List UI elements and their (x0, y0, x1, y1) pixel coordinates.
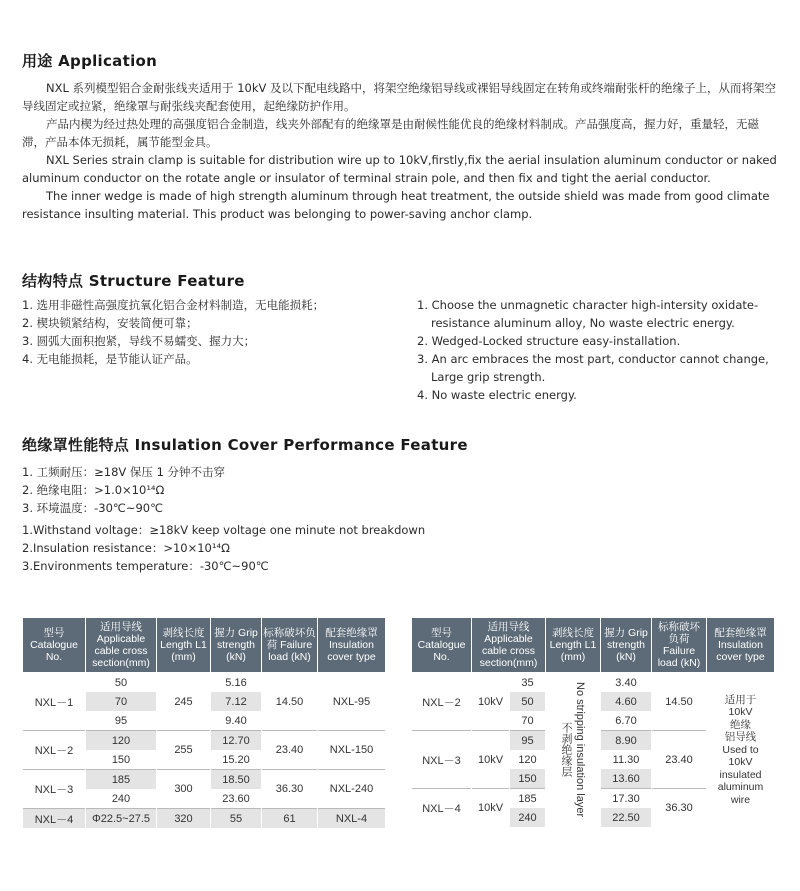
application-paragraph-en-2: The inner wedge is made of high strength aluminum through heat treatment, the outside shield was made from good climate resistance insulting material. This product was belonging to power-saving anchor clamp. (22, 189, 770, 221)
table-row (23, 809, 386, 829)
cover-cell: NXL-150 (318, 731, 386, 770)
grip-cell: 7.12 (211, 692, 262, 711)
load-cell: 36.30 (652, 789, 707, 828)
cover-note-line: aluminum (717, 781, 764, 794)
structure-item-cn: 3. 圆弧大面积抱紧，导线不易蠕变、握力大； (22, 334, 256, 348)
structure-list-cn (22, 296, 412, 368)
cable-cell: 120 (510, 750, 546, 769)
grip-cell: 3.40 (601, 673, 652, 693)
application-section (22, 50, 780, 223)
table-row (23, 673, 386, 693)
grip-cell: 15.20 (211, 750, 262, 770)
grip-cell: 11.30 (601, 750, 652, 769)
structure-section (22, 270, 780, 410)
header-length: 剥线长度 Length L1 (mm) (546, 618, 601, 673)
cover-note-line: 适用于 (724, 693, 757, 706)
load-cell: 36.30 (262, 770, 318, 809)
header-load: 标称破坏负荷 Failure load (kN) (652, 618, 707, 673)
header-length: 剥线长度 Length L1 (mm) (157, 618, 211, 673)
insulation-heading: 绝缘罩性能特点 Insulation Cover Performance Feature (22, 436, 468, 454)
insulation-section (22, 434, 780, 575)
model-cell: NXL－4 (23, 809, 86, 829)
grip-cell: 8.90 (601, 731, 652, 751)
cable-cell: 150 (86, 750, 157, 770)
grip-cell: 5.16 (211, 673, 262, 693)
application-heading: 用途 Application (22, 52, 158, 70)
structure-item-en: 3. An arc embraces the most part, conductor cannot change, Large grip strength. (417, 352, 769, 384)
header-cover: 配套绝缘罩 Insulation cover type (707, 618, 775, 673)
insulation-item: 3. 环境温度：-30℃~90℃ (22, 501, 164, 515)
cover-note-line: 10kV (728, 706, 753, 719)
grip-cell: 12.70 (211, 731, 262, 751)
grip-cell: 13.60 (601, 769, 652, 789)
header-grip: 握力 Grip strength (kN) (601, 618, 652, 673)
header-cable: 适用导线 Applicable cable cross section(mm) (472, 618, 546, 673)
table-row (412, 673, 775, 693)
voltage-cell: 10kV (472, 673, 510, 731)
length-cell: 255 (157, 731, 211, 770)
header-load: 标称破坏负荷 Failure load (kN) (262, 618, 318, 673)
cable-cell: 50 (510, 692, 546, 711)
length-note-cell (546, 673, 601, 828)
insulation-item: 2.Insulation resistance：>10×10¹⁴Ω (22, 541, 230, 555)
cable-cell: 150 (510, 769, 546, 789)
model-cell: NXL－3 (23, 770, 86, 809)
load-cell: 14.50 (262, 673, 318, 731)
structure-heading: 结构特点 Structure Feature (22, 272, 245, 290)
grip-cell: 18.50 (211, 770, 262, 790)
application-paragraph-cn-2: 产品内楔为经过热处理的高强度铝合金制造，线夹外部配有的绝缘罩是由耐候性能优良的绝缘材料制成。产品强度高，握力好，重量轻，无磁滞，产品本体无损耗，属节能型金具。 (22, 117, 759, 149)
structure-item-en: 4. No waste electric energy. (417, 388, 577, 402)
length-cell: 300 (157, 770, 211, 809)
load-cell: 23.40 (262, 731, 318, 770)
voltage-cell: 10kV (472, 789, 510, 828)
grip-cell: 23.60 (211, 789, 262, 809)
grip-cell: 9.40 (211, 711, 262, 731)
grip-cell: 22.50 (601, 808, 652, 827)
spec-table-2 (411, 617, 775, 827)
grip-cell: 6.70 (601, 711, 652, 731)
model-cell: NXL－2 (23, 731, 86, 770)
insulation-item: 1.Withstand voltage：≥18kV keep voltage one minute not breakdown (22, 523, 426, 537)
model-cell: NXL－1 (23, 673, 86, 731)
cover-note-line: wire (730, 793, 751, 806)
load-cell: 14.50 (652, 673, 707, 731)
cable-cell: 70 (510, 711, 546, 731)
model-cell: NXL－2 (412, 673, 472, 731)
spec-table-1 (22, 617, 386, 828)
application-paragraph-en-1: NXL Series strain clamp is suitable for distribution wire up to 10kV,firstly,fix the aerial insulation aluminum conductor or naked aluminum conductor on the rotate angle or insulator of terminal strain pole, and then fix and tight the aerial conductor. (22, 153, 777, 185)
length-cell: 320 (157, 809, 211, 829)
cable-cell: 50 (86, 673, 157, 693)
cable-cell: 120 (86, 731, 157, 751)
insulation-item: 2. 绝缘电阻：>1.0×10¹⁴Ω (22, 483, 165, 497)
header-grip: 握力 Grip strength (kN) (211, 618, 262, 673)
cable-cell: Φ22.5~27.5 (86, 809, 157, 829)
cover-note-line: insulated (719, 768, 762, 781)
no-stripping-en: No stripping insulation layer (574, 682, 586, 818)
header-cover: 配套绝缘罩 Insulation cover type (318, 618, 386, 673)
header-model: 型号 Catalogue No. (412, 618, 472, 673)
cover-note-line: Used to (722, 743, 759, 756)
grip-cell: 55 (211, 809, 262, 829)
cover-note-cell (707, 673, 775, 828)
structure-item-en: 2. Wedged-Locked structure easy-installation. (417, 334, 681, 348)
cable-cell: 185 (510, 789, 546, 809)
structure-list-en (417, 296, 787, 404)
cable-cell: 95 (86, 711, 157, 731)
table-row (23, 731, 386, 751)
length-cell: 245 (157, 673, 211, 731)
load-cell: 61 (262, 809, 318, 829)
cover-note-line: 10kV (728, 756, 753, 769)
cable-cell: 185 (86, 770, 157, 790)
structure-item-cn: 1. 选用非磁性高强度抗氧化铝合金材料制造，无电能损耗； (22, 298, 325, 312)
no-stripping-cn: 不剥绝缘层 (560, 722, 572, 778)
cover-cell: NXL-95 (318, 673, 386, 731)
cable-cell: 95 (510, 731, 546, 751)
model-cell: NXL－3 (412, 731, 472, 789)
grip-cell: 4.60 (601, 692, 652, 711)
grip-cell: 17.30 (601, 789, 652, 809)
load-cell: 23.40 (652, 731, 707, 789)
structure-item-en: 1. Choose the unmagnetic character high-intersity oxidate-resistance aluminum alloy, No waste electric energy. (417, 298, 759, 330)
model-cell: NXL－4 (412, 789, 472, 828)
cover-cell: NXL-240 (318, 770, 386, 809)
cable-cell: 70 (86, 692, 157, 711)
insulation-item: 3.Environments temperature：-30℃~90℃ (22, 559, 269, 573)
table-row (23, 770, 386, 790)
insulation-list (22, 463, 780, 575)
header-cable: 适用导线 Applicable cable cross section(mm) (86, 618, 157, 673)
structure-item-cn: 4. 无电能损耗，是节能认证产品。 (22, 352, 198, 366)
voltage-cell: 10kV (472, 731, 510, 789)
cover-note-line: 绝缘 (730, 718, 751, 731)
application-paragraph-cn-1: NXL 系列模型铝合金耐张线夹适用于 10kV 及以下配电线路中，将架空绝缘铝导线或裸铝导线固定在转角或终端耐张杆的绝缘子上，从而将架空导线固定或拉紧，绝缘罩与耐张线夹配套使用，起绝缘防护作用。 (22, 81, 777, 113)
insulation-item: 1. 工频耐压：≥18V 保压 1 分钟不击穿 (22, 465, 226, 479)
cover-note-line: 铝导线 (724, 731, 757, 744)
structure-item-cn: 2. 楔块锁紧结构，安装简便可靠； (22, 316, 198, 330)
cable-cell: 240 (86, 789, 157, 809)
header-model: 型号 Catalogue No. (23, 618, 86, 673)
cover-cell: NXL-4 (318, 809, 386, 829)
cable-cell: 35 (510, 673, 546, 693)
cable-cell: 240 (510, 808, 546, 827)
